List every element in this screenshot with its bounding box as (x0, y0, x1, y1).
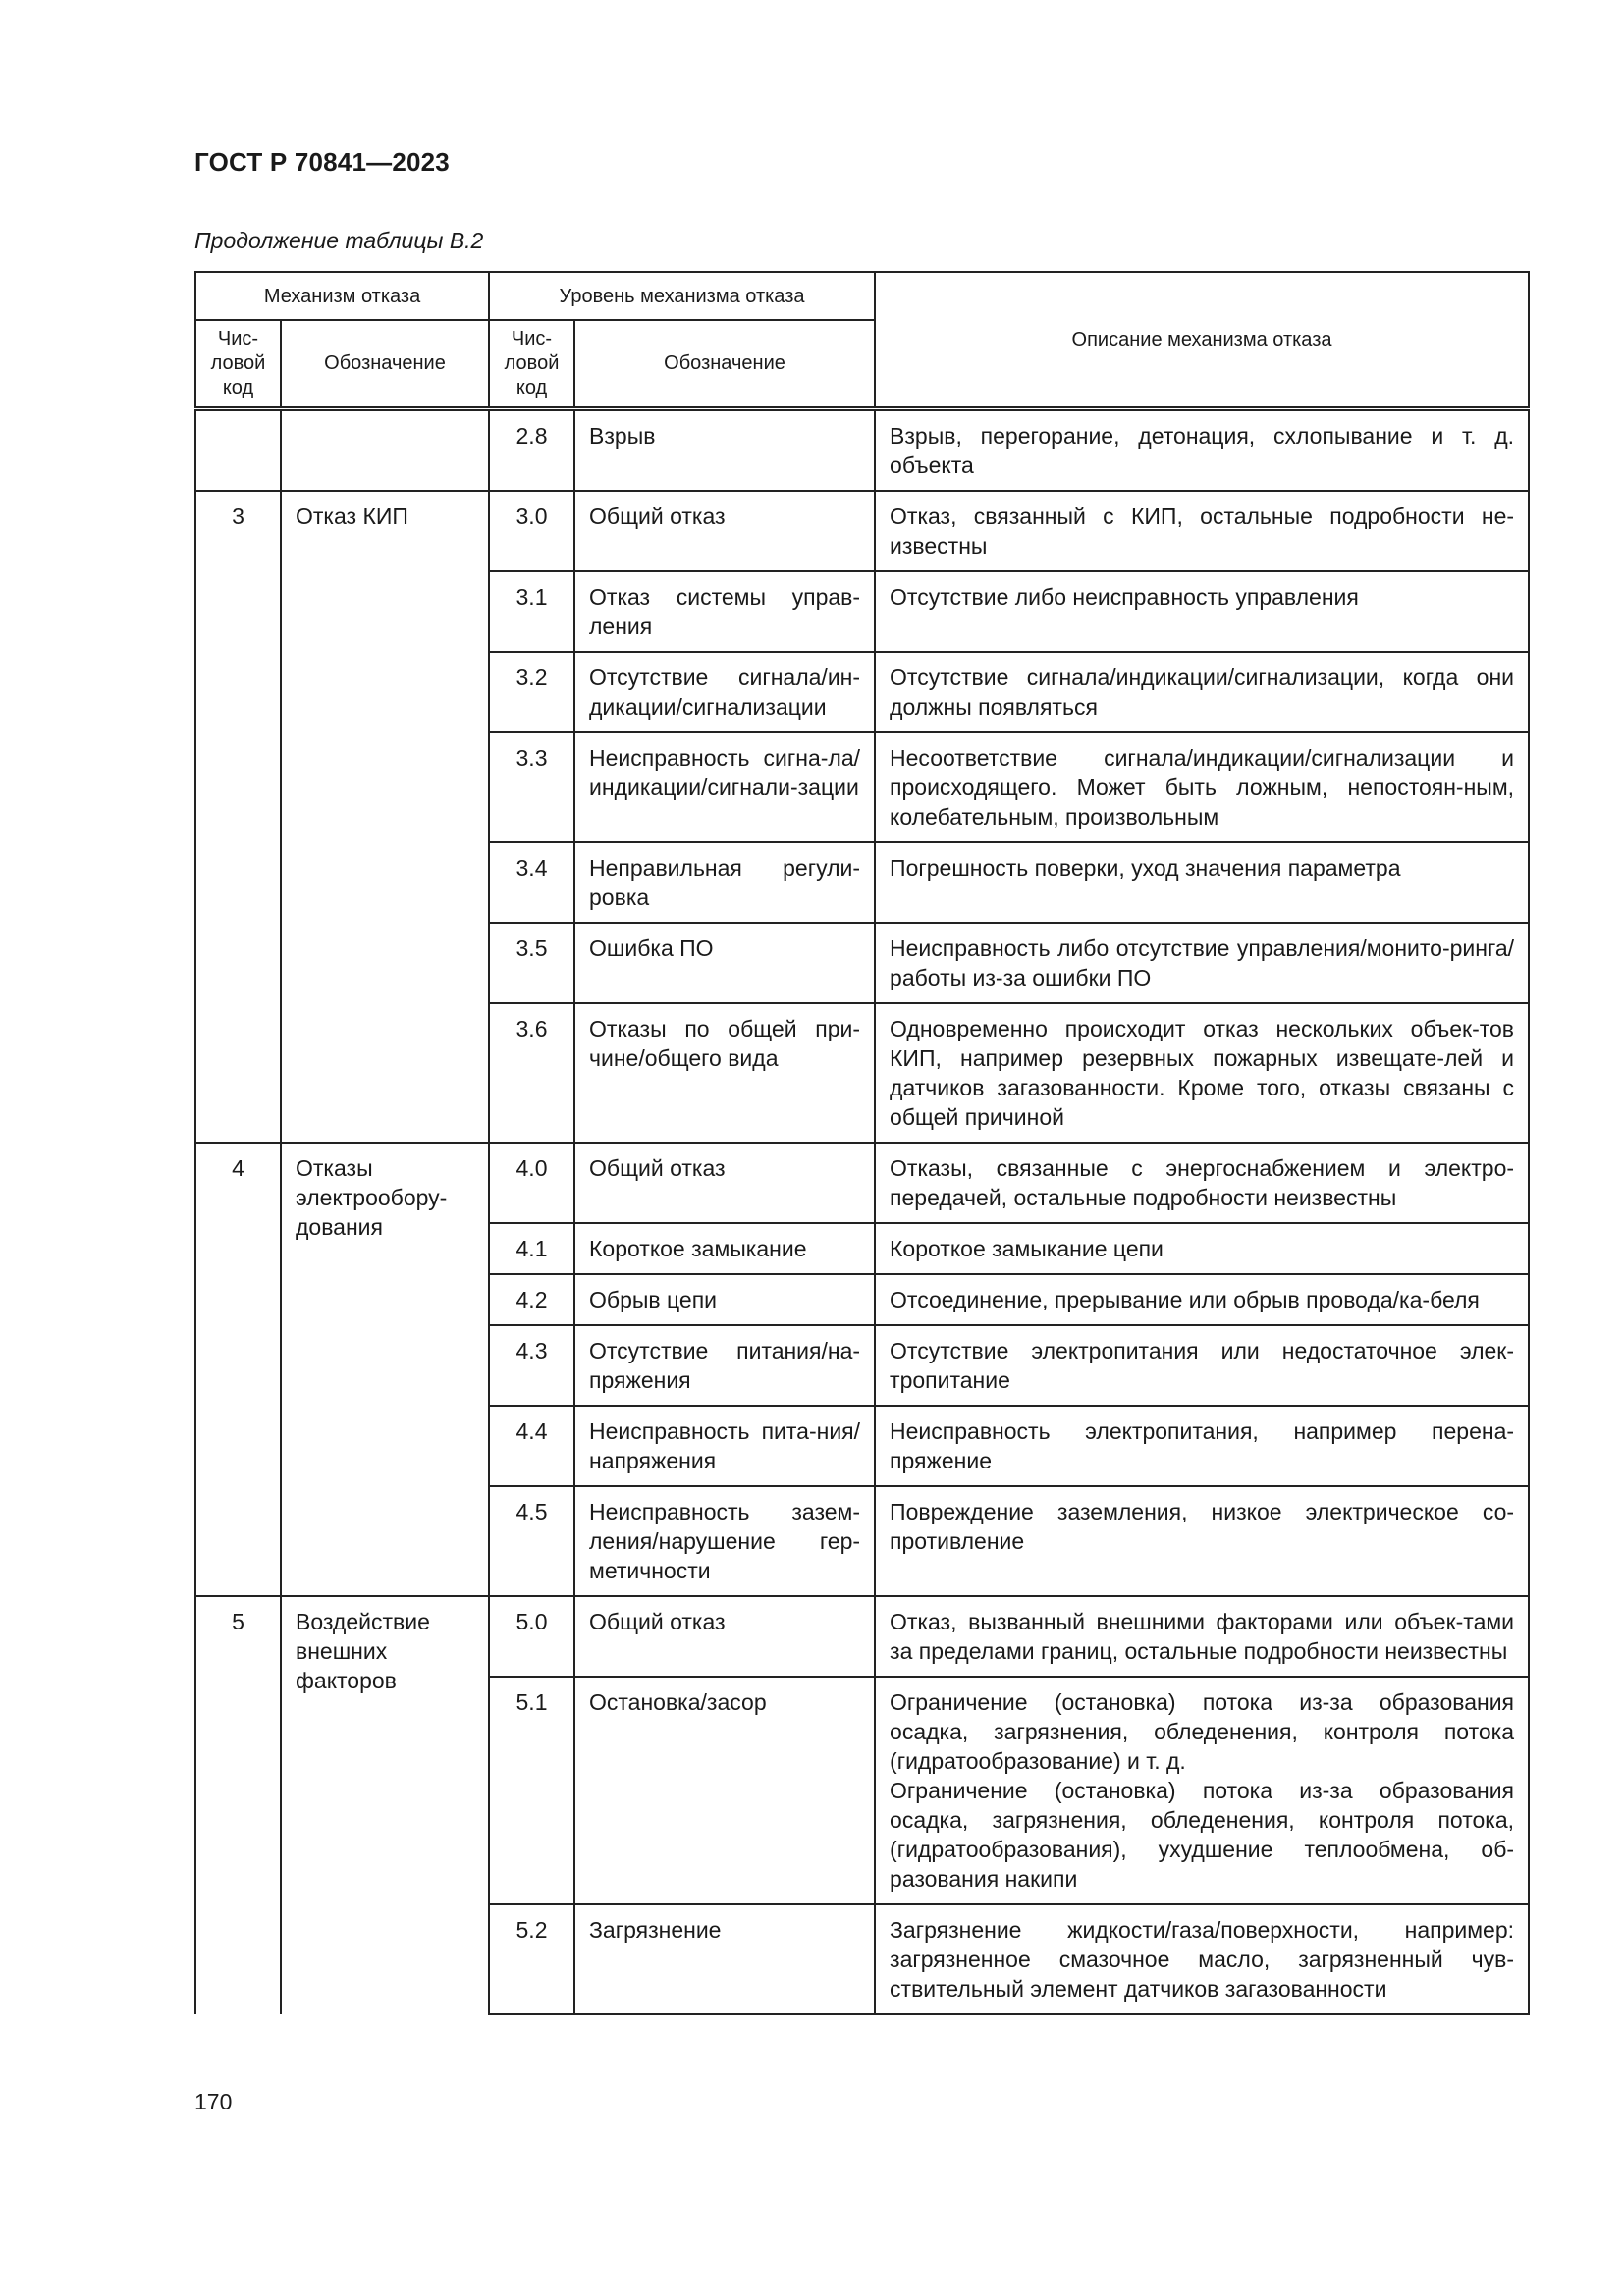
level-name-cell: Обрыв цепи (574, 1274, 875, 1325)
document-header: ГОСТ Р 70841—2023 (194, 147, 450, 177)
description-cell: Отсутствие сигнала/индикации/сигнализации, когда они должны появляться (875, 652, 1529, 732)
level-name-cell: Остановка/засор (574, 1677, 875, 1904)
table-body (195, 409, 1529, 2015)
level-name-cell: Отсутствие сигнала/ин-дикации/сигнализации (574, 652, 875, 732)
table-row (195, 409, 1529, 492)
header-description: Описание механизма отказа (875, 272, 1529, 409)
level-name-cell: Короткое замыкание (574, 1223, 875, 1274)
level-code-cell: 3.6 (489, 1003, 574, 1143)
description-cell: Несоответствие сигнала/индикации/сигнализации и происходящего. Может быть ложным, непостоян-ным, колебательным, произвольным (875, 732, 1529, 842)
level-code-cell: 4.3 (489, 1325, 574, 1406)
level-name-cell: Неисправность зазем-ления/нарушение гер-метичности (574, 1486, 875, 1596)
level-name-cell: Неисправность пита-ния/напряжения (574, 1406, 875, 1486)
level-name-cell: Общий отказ (574, 1596, 875, 1677)
description-cell: Одновременно происходит отказ нескольких объек-тов КИП, например резервных пожарных извещате-лей и датчиков загазованности. Кроме того, отказы связаны с общей причиной (875, 1003, 1529, 1143)
failure-mechanism-table-container (194, 271, 1528, 2015)
mechanism-code-cell (195, 409, 281, 492)
mechanism-name-cell: Отказ КИП (281, 491, 489, 1143)
description-cell: Отказы, связанные с энергоснабжением и электро-передачей, остальные подробности неизвестны (875, 1143, 1529, 1223)
level-name-cell: Общий отказ (574, 1143, 875, 1223)
level-code-cell: 4.5 (489, 1486, 574, 1596)
header-mechanism-code: Чис- ловой код (195, 320, 281, 409)
description-cell: Загрязнение жидкости/газа/поверхности, например: загрязненное смазочное масло, загрязненный чув-ствительный элемент датчиков загазованности (875, 1904, 1529, 2014)
description-cell: Отсоединение, прерывание или обрыв провода/ка-беля (875, 1274, 1529, 1325)
description-cell: Ограничение (остановка) потока из-за образования осадка, загрязнения, обледенения, контроля потока (гидратообразование) и т. д. Ограничение (остановка) потока из-за образования осадка, загрязнения, обледенения, контроля потока, (гидратообразования), ухудшение теплообмена, об-разования накипи (875, 1677, 1529, 1904)
mechanism-code-cell: 5 (195, 1596, 281, 2014)
description-cell: Отсутствие либо неисправность управления (875, 571, 1529, 652)
mechanism-name-cell (281, 409, 489, 492)
level-code-cell: 3.1 (489, 571, 574, 652)
header-mechanism-designation: Обозначение (281, 320, 489, 409)
level-code-cell: 3.0 (489, 491, 574, 571)
level-code-cell: 4.0 (489, 1143, 574, 1223)
level-name-cell: Ошибка ПО (574, 923, 875, 1003)
header-mechanism-level: Уровень механизма отказа (489, 272, 875, 320)
table-row (195, 1143, 1529, 1223)
page-number: 170 (194, 2089, 233, 2114)
level-code-cell: 5.1 (489, 1677, 574, 1904)
description-cell: Отказ, связанный с КИП, остальные подробности не-известны (875, 491, 1529, 571)
table-header-row-top (195, 272, 1529, 320)
level-name-cell: Отказ системы управ-ления (574, 571, 875, 652)
header-level-code: Чис- ловой код (489, 320, 574, 409)
level-name-cell: Отказы по общей при-чине/общего вида (574, 1003, 875, 1143)
level-name-cell: Взрыв (574, 409, 875, 492)
level-name-cell: Неправильная регули-ровка (574, 842, 875, 923)
header-level-designation: Обозначение (574, 320, 875, 409)
level-code-cell: 3.3 (489, 732, 574, 842)
level-name-cell: Отсутствие питания/на-пряжения (574, 1325, 875, 1406)
description-cell: Неисправность либо отсутствие управления/монито-ринга/работы из-за ошибки ПО (875, 923, 1529, 1003)
level-code-cell: 2.8 (489, 409, 574, 492)
table-row (195, 491, 1529, 571)
table-row (195, 1596, 1529, 1677)
level-code-cell: 4.4 (489, 1406, 574, 1486)
mechanism-code-cell: 4 (195, 1143, 281, 1596)
mechanism-name-cell: Отказы электрообору-дования (281, 1143, 489, 1596)
level-name-cell: Общий отказ (574, 491, 875, 571)
level-code-cell: 5.2 (489, 1904, 574, 2014)
level-code-cell: 4.2 (489, 1274, 574, 1325)
description-cell: Отсутствие электропитания или недостаточное элек-тропитание (875, 1325, 1529, 1406)
description-cell: Погрешность поверки, уход значения параметра (875, 842, 1529, 923)
level-name-cell: Загрязнение (574, 1904, 875, 2014)
level-code-cell: 5.0 (489, 1596, 574, 1677)
header-mechanism: Механизм отказа (195, 272, 489, 320)
failure-mechanism-table (194, 271, 1530, 2015)
table-continuation-caption: Продолжение таблицы В.2 (194, 228, 484, 253)
level-code-cell: 3.2 (489, 652, 574, 732)
description-cell: Неисправность электропитания, например перена-пряжение (875, 1406, 1529, 1486)
description-cell: Отказ, вызванный внешними факторами или объек-тами за пределами границ, остальные подробности неизвестны (875, 1596, 1529, 1677)
level-code-cell: 3.5 (489, 923, 574, 1003)
mechanism-name-cell: Воздействие внешних факторов (281, 1596, 489, 2014)
level-code-cell: 4.1 (489, 1223, 574, 1274)
description-cell: Короткое замыкание цепи (875, 1223, 1529, 1274)
level-code-cell: 3.4 (489, 842, 574, 923)
level-name-cell: Неисправность сигна-ла/индикации/сигнали-зации (574, 732, 875, 842)
mechanism-code-cell: 3 (195, 491, 281, 1143)
description-cell: Повреждение заземления, низкое электрическое со-противление (875, 1486, 1529, 1596)
description-cell: Взрыв, перегорание, детонация, схлопывание и т. д. объекта (875, 409, 1529, 492)
